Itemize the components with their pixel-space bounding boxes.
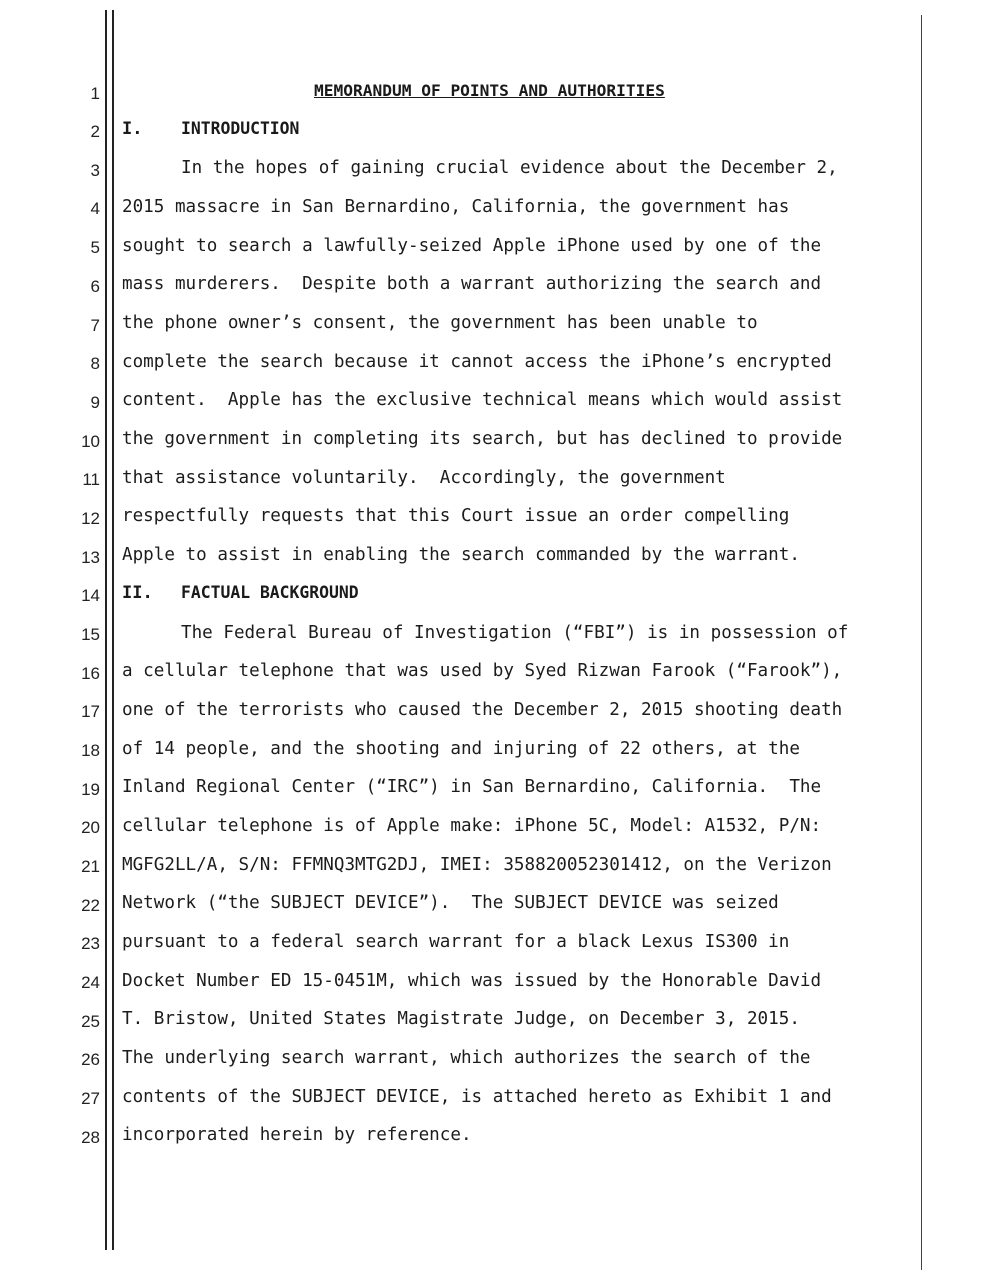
document-title: MEMORANDUM OF POINTS AND AUTHORITIES [314,81,665,100]
left-margin-rule [105,10,107,1250]
text-line: of 14 people, and the shooting and injuring of 22 others, at the [122,739,800,759]
line-number: 8 [90,354,100,373]
right-margin-rule [921,15,922,1270]
text-line: a cellular telephone that was used by Syed Rizwan Farook (“Farook”), [122,661,843,681]
line-number: 6 [90,277,100,296]
text-line: MGFG2LL/A, S/N: FFMNQ3MTG2DJ, IMEI: 358820052301412, on the Verizon [122,855,832,875]
text-line: The Federal Bureau of Investigation (“FBI”) is in possession of [181,623,849,643]
section-number: II. [122,583,153,603]
line-number: 28 [81,1128,100,1147]
text-line: Docket Number ED 15-0451M, which was issued by the Honorable David [122,971,822,991]
line-number: 3 [90,161,100,180]
line-number: 27 [81,1089,100,1108]
line-number: 13 [81,548,100,567]
line-number: 10 [81,432,100,451]
line-number: 14 [81,586,100,605]
line-number: 23 [81,934,100,953]
text-line: complete the search because it cannot access the iPhone’s encrypted [122,352,832,372]
line-number: 4 [90,199,100,218]
line-number: 20 [81,818,100,837]
section-heading: INTRODUCTION [181,119,300,138]
line-number: 25 [81,1012,100,1031]
section-number: I. [122,119,143,139]
text-line: T. Bristow, United States Magistrate Judge, on December 3, 2015. [122,1009,800,1029]
text-line: Network (“the SUBJECT DEVICE”). The SUBJECT DEVICE was seized [122,893,779,913]
text-line: the phone owner’s consent, the government has been unable to [122,313,758,333]
text-line: cellular telephone is of Apple make: iPhone 5C, Model: A1532, P/N: [122,816,822,836]
text-line: pursuant to a federal search warrant for a black Lexus IS300 in [122,932,790,952]
line-number: 9 [90,393,100,412]
line-number: 21 [81,857,100,876]
text-line: sought to search a lawfully-seized Apple iPhone used by one of the [122,236,822,256]
section-heading: FACTUAL BACKGROUND [181,583,359,602]
line-number: 15 [81,625,100,644]
text-line: content. Apple has the exclusive technical means which would assist [122,390,843,410]
text-line: incorporated herein by reference. [122,1125,472,1145]
line-number: 17 [81,702,100,721]
line-number: 7 [90,316,100,335]
line-number: 12 [81,509,100,528]
line-number: 18 [81,741,100,760]
left-margin-rule-inner [112,10,114,1250]
text-line: that assistance voluntarily. Accordingly, the government [122,468,726,488]
line-number: 22 [81,896,100,915]
line-number: 16 [81,664,100,683]
line-number: 19 [81,780,100,799]
text-line: In the hopes of gaining crucial evidence about the December 2, [181,158,838,178]
line-number: 2 [90,122,100,141]
line-number: 26 [81,1050,100,1069]
text-line: mass murderers. Despite both a warrant authorizing the search and [122,274,822,294]
text-line: contents of the SUBJECT DEVICE, is attached hereto as Exhibit 1 and [122,1087,832,1107]
text-line: 2015 massacre in San Bernardino, California, the government has [122,197,790,217]
text-line: the government in completing its search, but has declined to provide [122,429,843,449]
text-line: one of the terrorists who caused the December 2, 2015 shooting death [122,700,843,720]
line-number: 24 [81,973,100,992]
line-number: 11 [82,470,100,489]
text-line: The underlying search warrant, which authorizes the search of the [122,1048,811,1068]
line-number: 5 [90,238,100,257]
text-line: Inland Regional Center (“IRC”) in San Bernardino, California. The [122,777,822,797]
line-number: 1 [90,84,100,103]
text-line: Apple to assist in enabling the search commanded by the warrant. [122,545,800,565]
text-line: respectfully requests that this Court issue an order compelling [122,506,790,526]
